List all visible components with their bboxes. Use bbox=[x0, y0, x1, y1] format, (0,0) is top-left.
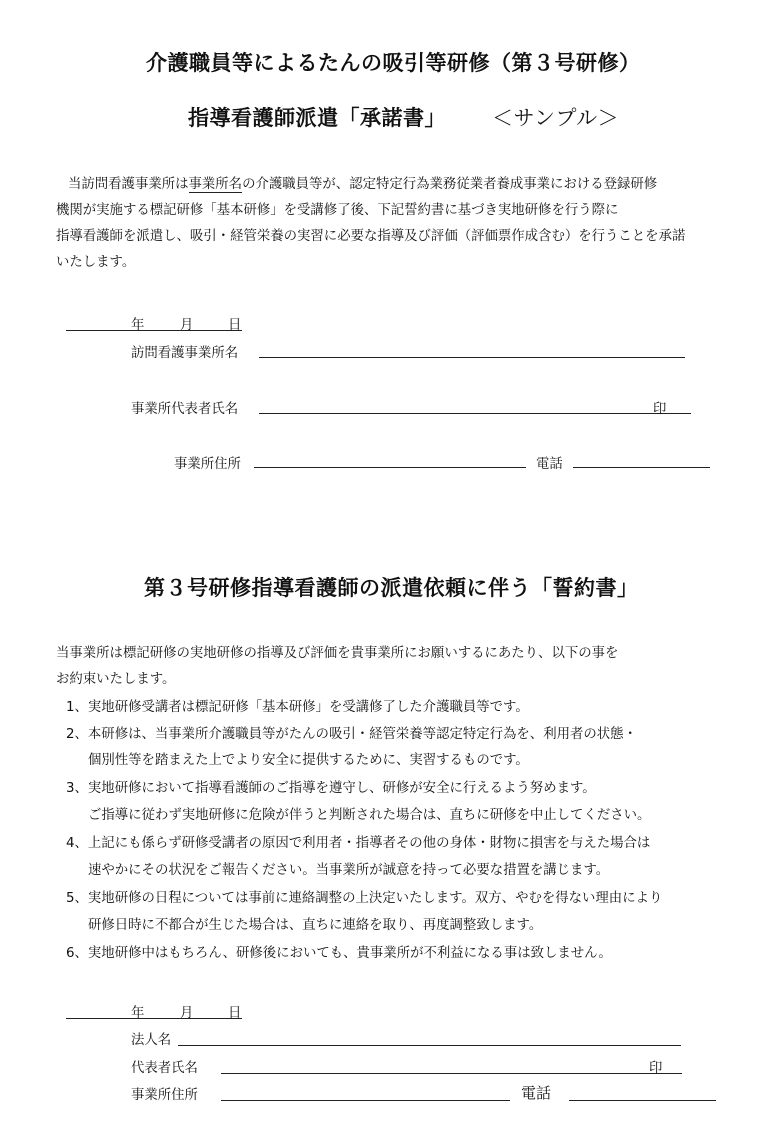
consent-date-year: 年 bbox=[131, 318, 145, 333]
pledge-representative-label: 代表者氏名 bbox=[131, 1061, 198, 1076]
pledge-item-3: 3、実地研修において指導看護師のご指導を遵守し、研修が安全に行えるよう努めます。 bbox=[66, 781, 596, 796]
para-line1: の介護職員等が、認定特定行為業務従業者養成事業における登録研修 bbox=[242, 177, 658, 192]
sample-label: ＜サンプル＞ bbox=[492, 106, 620, 130]
pledge-representative-field[interactable] bbox=[221, 1073, 682, 1074]
pledge-item-3-cont: ご指導に従わず実地研修に危険が伴うと判断された場合は、直ちに研修を中止してください。 bbox=[88, 808, 651, 823]
pledge-item-2-cont: 個別性等を踏まえた上でより安全に提供するために、実習するものです。 bbox=[88, 753, 529, 768]
station-name-label: 訪問看護事業所名 bbox=[131, 346, 239, 361]
pledge-date-year: 年 bbox=[131, 1006, 145, 1021]
consent-date-day: 日 bbox=[228, 318, 242, 333]
pledge-date-day: 日 bbox=[228, 1006, 242, 1021]
corp-name-label: 法人名 bbox=[131, 1033, 172, 1048]
pledge-intro-line1: 当事業所は標記研修の実地研修の指導及び評価を貴事業所にお願いするにあたり、以下の事を bbox=[56, 646, 619, 661]
pledge-item-5-cont: 研修日時に不都合が生じた場合は、直ちに連絡を取り、再度調整致します。 bbox=[88, 918, 543, 933]
address-field[interactable] bbox=[254, 467, 526, 468]
phone-label: 電話 bbox=[536, 457, 563, 472]
phone-field[interactable] bbox=[573, 467, 710, 468]
pledge-item-4: 4、上記にも係らず研修受講者の原因で利用者・指導者その他の身体・財物に損害を与えた場合は bbox=[66, 836, 651, 851]
station-name-placeholder: 事業所名 bbox=[188, 177, 243, 192]
consent-paragraph bbox=[56, 172, 685, 276]
para-prefix: 当訪問看護事業所は bbox=[68, 177, 189, 192]
address-label: 事業所住所 bbox=[174, 457, 241, 472]
pledge-address-label: 事業所住所 bbox=[131, 1088, 198, 1103]
pledge-title: 第３号研修指導看護師の派遣依頼に伴う「誓約書」 bbox=[144, 576, 639, 600]
representative-field[interactable] bbox=[259, 413, 691, 414]
pledge-item-1: 1、実地研修受講者は標記研修「基本研修」を受講修了した介護職員等です。 bbox=[66, 700, 529, 715]
pledge-item-5: 5、実地研修の日程については事前に連絡調整の上決定いたします。双方、やむを得ない理由により bbox=[66, 891, 663, 906]
consent-date-month: 月 bbox=[180, 318, 194, 333]
consent-seal: 印 bbox=[653, 402, 667, 417]
representative-label: 事業所代表者氏名 bbox=[131, 402, 239, 417]
pledge-intro bbox=[56, 641, 618, 693]
pledge-item-4-cont: 速やかにその状況をご報告ください。当事業所が誠意を持って必要な措置を講じます。 bbox=[88, 863, 610, 878]
station-name-field[interactable] bbox=[259, 357, 685, 358]
para-line4: いたします。 bbox=[56, 255, 136, 270]
consent-subtitle: 指導看護師派遣「承諾書」 bbox=[188, 106, 446, 130]
pledge-address-field[interactable] bbox=[221, 1100, 510, 1101]
pledge-intro-line2: お約束いたします。 bbox=[56, 672, 176, 687]
pledge-item-6: 6、実地研修中はもちろん、研修後においても、貴事業所が不利益になる事は致しません。 bbox=[66, 946, 612, 961]
para-line3: 指導看護師を派遣し、吸引・経管栄養の実習に必要な指導及び評価（評価票作成含む）を行うことを承諾 bbox=[56, 229, 686, 244]
pledge-date-line[interactable] bbox=[66, 1018, 242, 1019]
pledge-item-2: 2、本研修は、当事業所介護職員等がたんの吸引・経管栄養等認定特定行為を、利用者の状態・ bbox=[66, 727, 637, 742]
corp-name-field[interactable] bbox=[178, 1045, 681, 1046]
pledge-date-month: 月 bbox=[180, 1006, 194, 1021]
pledge-seal: 印 bbox=[649, 1061, 663, 1076]
pledge-phone-label: 電話 bbox=[521, 1084, 552, 1102]
consent-title: 介護職員等によるたんの吸引等研修（第３号研修） bbox=[146, 51, 641, 75]
pledge-phone-field[interactable] bbox=[569, 1100, 716, 1101]
consent-date-line[interactable] bbox=[66, 330, 242, 331]
para-line2: 機関が実施する標記研修「基本研修」を受講修了後、下記誓約書に基づき実地研修を行う際に bbox=[56, 203, 619, 218]
